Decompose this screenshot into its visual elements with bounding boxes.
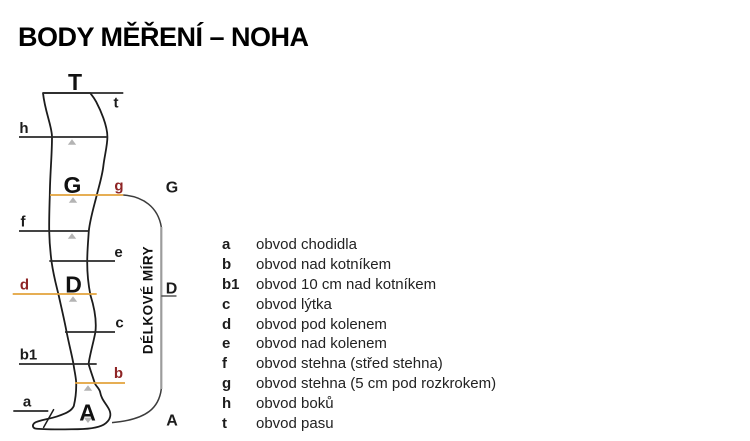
legend-text: obvod stehna (5 cm pod rozkrokem): [256, 374, 497, 392]
measurement-legend: [222, 235, 496, 433]
marker-triangle-h: [68, 139, 76, 145]
legend-key: c: [222, 295, 231, 313]
legend-row-b: [222, 255, 496, 275]
legend-key: b1: [222, 275, 240, 293]
legend-text: obvod 10 cm nad kotníkem: [256, 275, 437, 293]
line-label-g: g: [114, 177, 124, 195]
point-label-D: D: [65, 271, 82, 298]
legend-row-d: [222, 314, 496, 334]
point-label-G: G: [63, 172, 82, 198]
length-axis-label: DÉLKOVÉ MÍRY: [140, 245, 156, 355]
bracket-label-A: A: [166, 412, 178, 430]
point-label-A: A: [79, 399, 96, 426]
line-label-c: c: [115, 314, 124, 332]
bracket-top-curve: [123, 195, 161, 227]
legend-text: obvod lýtka: [256, 295, 332, 313]
legend-row-f: [222, 354, 496, 374]
line-label-h: h: [19, 120, 29, 137]
legend-text: obvod boků: [256, 394, 334, 412]
legend-row-e: [222, 334, 496, 354]
legend-row-b1: [222, 275, 496, 295]
legend-key: h: [222, 394, 232, 412]
line-label-b1: b1: [19, 346, 38, 364]
legend-text: obvod nad kolenem: [256, 335, 387, 353]
legend-row-g: [222, 374, 496, 394]
legend-row-c: [222, 294, 496, 314]
legend-key: t: [222, 414, 227, 432]
bracket-label-D: D: [165, 280, 178, 298]
leg-measurement-diagram: [0, 70, 205, 441]
legend-text: obvod pod kolenem: [256, 315, 387, 333]
legend-key: e: [222, 335, 231, 353]
legend-text: obvod nad kotníkem: [256, 256, 392, 274]
legend-row-t: [222, 413, 496, 433]
legend-key: d: [222, 315, 232, 333]
legend-key: g: [222, 374, 232, 392]
bracket-bottom-curve: [112, 389, 161, 423]
line-label-d: d: [19, 276, 30, 294]
line-label-e: e: [114, 244, 123, 261]
legend-text: obvod chodidla: [256, 236, 357, 254]
point-label-T: T: [67, 70, 83, 95]
line-label-a: a: [22, 393, 32, 411]
marker-triangle-b: [84, 385, 92, 391]
legend-row-a: [222, 235, 496, 255]
legend-key: f: [222, 355, 227, 373]
bracket-label-G: G: [165, 179, 179, 197]
marker-triangle-g: [69, 197, 77, 203]
line-label-t: t: [113, 94, 119, 112]
line-label-b: b: [113, 365, 124, 382]
marker-triangle-f: [68, 233, 76, 239]
page-title: BODY MĚŘENÍ – NOHA: [18, 22, 309, 52]
line-label-f: f: [20, 213, 26, 231]
legend-key: b: [222, 256, 232, 274]
legend-text: obvod pasu: [256, 414, 334, 432]
legend-key: a: [222, 236, 231, 254]
legend-text: obvod stehna (střed stehna): [256, 355, 443, 373]
legend-row-h: [222, 393, 496, 413]
